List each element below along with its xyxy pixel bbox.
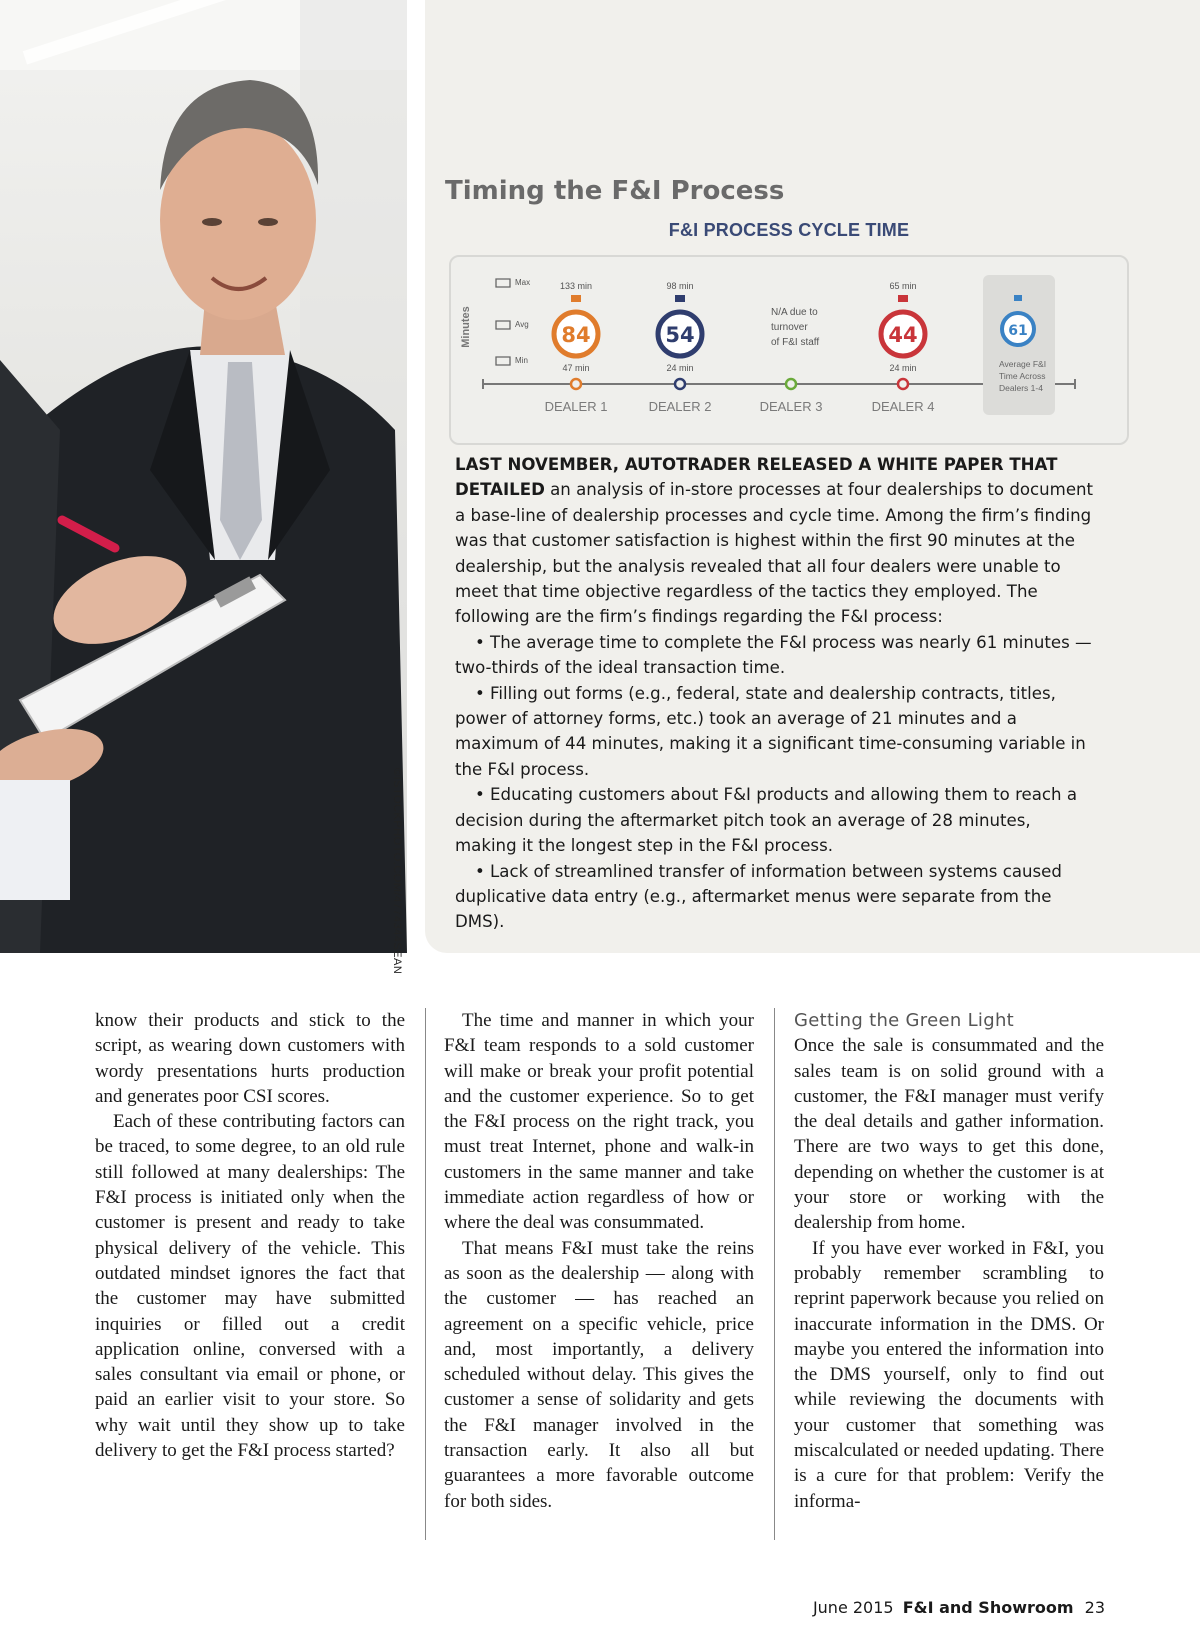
timeline-dot [898, 379, 908, 389]
average-label: Time Across [999, 371, 1046, 381]
infographic-panel [449, 255, 1129, 445]
businessman-illustration [0, 0, 407, 953]
column-divider [425, 1008, 426, 1540]
stopwatch-crown [571, 295, 581, 302]
hand-icon [496, 357, 510, 365]
dealer-label: DEALER 2 [648, 399, 712, 414]
article-column-1 [95, 1008, 405, 1463]
hero-photo [0, 0, 407, 953]
hand-icon [496, 321, 510, 329]
average-label: Average F&I [999, 359, 1047, 369]
hand-icon [496, 279, 510, 287]
avg-value: 54 [665, 323, 695, 347]
sidebar-intro [455, 452, 1095, 630]
page-number: 23 [1084, 1598, 1105, 1617]
finding-bullet: • Educating customers about F&I products and allowing them to reach a decision during the aftermarket pitch took an average of 28 minutes, making it the longest step in the F&I process. [455, 785, 1078, 856]
cycle-time-chart [451, 257, 1127, 443]
na-note: turnover [771, 322, 808, 333]
na-note: N/A due to [771, 307, 818, 318]
min-label: 24 min [889, 363, 917, 373]
legend-label: Min [515, 356, 528, 365]
photo-credit: ©ISTOCKPHOTO.COM/4774344SEAN [391, 768, 403, 975]
paragraph: If you have ever worked in F&I, you probably remember scrambling to reprint paperwork because you relied on inaccurate information in the DMS. Or maybe you entered the information into the DMS yourself, only to find out while reviewing the documents with your customer that something was miscalculated or needed updating. There is a cure for that problem: Verify the informa- [794, 1237, 1104, 1512]
max-label: 133 min [559, 281, 593, 291]
max-label: 98 min [666, 281, 694, 291]
dealer-label: DEALER 4 [871, 399, 935, 414]
avg-value: 84 [561, 323, 591, 347]
infographic-title: F&I PROCESS CYCLE TIME [668, 220, 910, 240]
dealer-label: DEALER 3 [759, 399, 823, 414]
sidebar-body [455, 452, 1095, 935]
na-note: of F&I staff [771, 337, 820, 348]
stopwatch-crown [675, 295, 685, 302]
timeline-dot [571, 379, 581, 389]
axis-label: Minutes [460, 306, 472, 348]
dealer-label: DEALER 1 [544, 399, 608, 414]
stopwatch-crown [1014, 295, 1022, 301]
paragraph: know their products and stick to the script, as wearing down customers with wordy presentations hurts production and generates poor CSI scores. [95, 1010, 405, 1107]
issue-date: June 2015 [812, 1598, 894, 1617]
paragraph: That means F&I must take the reins as soon as the dealership — along with the customer — has reached an agreement on a specific vehicle, price and, most importantly, a delivery scheduled without delay. This gives the customer a sense of solidarity and gets the F&I manager involved in the transaction early. It also all but guarantees a more favorable outcome for both sides. [444, 1237, 754, 1512]
max-label: 65 min [889, 281, 917, 291]
timeline-dot [675, 379, 685, 389]
sidebar-intro-text: an analysis of in-store processes at four dealerships to document a base-line of dealership processes and cycle time. Among the firm’s finding was that customer satisfaction is highest within the first 90 minutes at the dealership, but the analysis revealed that all four dealers were unable to meet that time objective regardless of the tactics they employed. The following are the firm’s findings regarding the F&I process: [455, 480, 1094, 627]
paragraph: Each of these contributing factors can be traced, to some degree, to an old rule still followed at many dealerships: The F&I process is initiated only when the customer is present and ready to take physical delivery of the vehicle. This outdated mindset ignores the fact that the customer may have submitted inquiries or filled out a credit application online, conversed with a sales consultant via email or phone, or paid an earlier visit to your store. So why wait until they show up to take delivery to get the F&I process started? [95, 1111, 405, 1462]
sidebar-lead: LAST NOVEMBER, AUTOTRADER RELEASED A WHITE PAPER THAT DETAILED [455, 455, 1058, 500]
cycle-time-infographic [449, 220, 1129, 445]
finding-bullet: • The average time to complete the F&I process was nearly 61 minutes — two-thirds of the ideal transaction time. [455, 632, 1092, 678]
section-subhead: Getting the Green Light [794, 1010, 1015, 1031]
page-footer [813, 1598, 1105, 1617]
column-divider [774, 1008, 775, 1540]
legend-label: Max [515, 278, 531, 287]
min-label: 24 min [666, 363, 694, 373]
finding-bullet: • Filling out forms (e.g., federal, state and dealership contracts, titles, power of attorney forms, etc.) took an average of 21 minutes and a maximum of 44 minutes, making it a significant time-consuming variable in the F&I process. [455, 683, 1086, 779]
timeline-dot [786, 379, 796, 389]
paragraph: Once the sale is consummated and the sales team is on solid ground with a customer, the F&I manager must verify the deal details and gather information. There are two ways to get this done, depending on whether the customer is at your store or working with the dealership from home. [794, 1035, 1104, 1234]
min-label: 47 min [562, 363, 590, 373]
avg-value: 44 [888, 323, 918, 347]
finding-bullet: • Lack of streamlined transfer of information between systems caused duplicative data entry (e.g., aftermarket menus were separate from the DMS). [455, 861, 1062, 932]
sidebar-title: Timing the F&I Process [445, 176, 785, 206]
average-label: Dealers 1-4 [999, 383, 1043, 393]
stopwatch-crown [898, 295, 908, 302]
article-column-2 [444, 1008, 754, 1514]
legend-label: Avg [515, 320, 529, 329]
average-value: 61 [1008, 323, 1028, 339]
article-column-3 [794, 1008, 1104, 1514]
paragraph: The time and manner in which your F&I team responds to a sold customer will make or break your profit potential and the customer experience. So to get the F&I process on the right track, you must treat Internet, phone and walk-in customers in the same manner and take immediate action regardless of how or where the deal was consummated. [444, 1010, 754, 1234]
magazine-name: F&I and Showroom [902, 1598, 1074, 1617]
